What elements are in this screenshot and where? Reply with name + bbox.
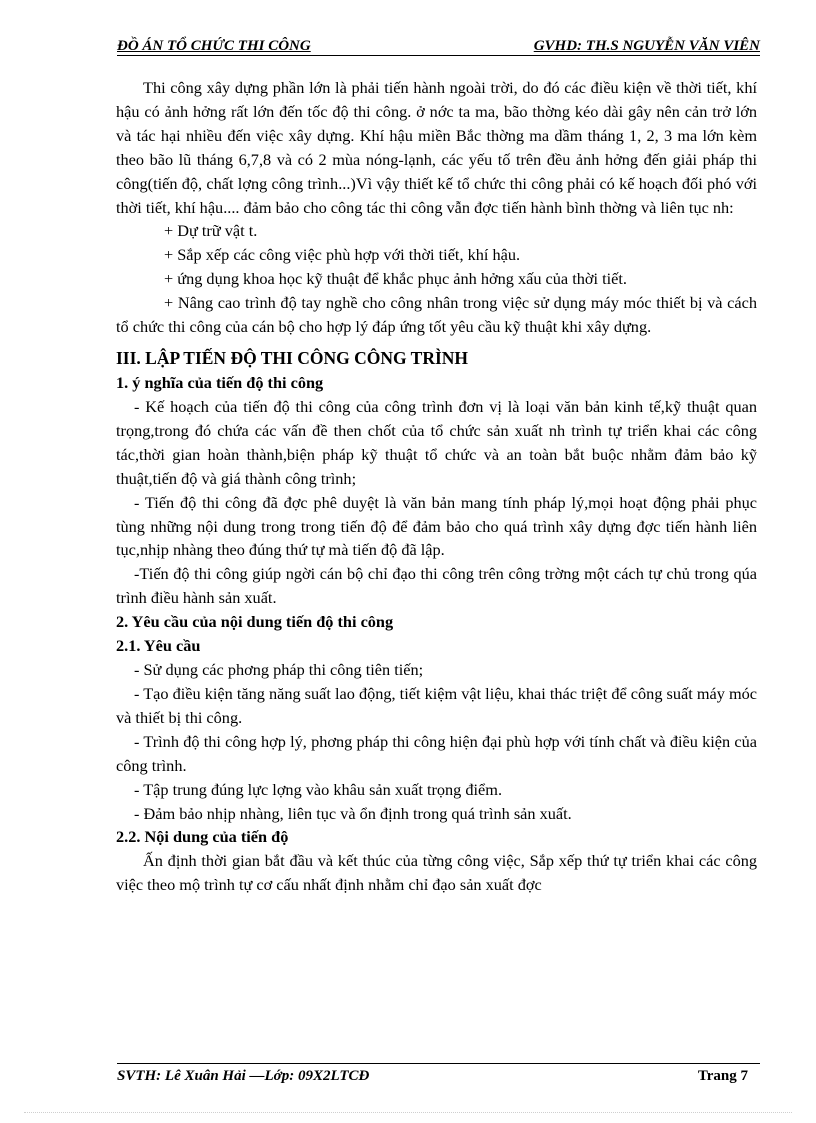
paragraph: -Tiến độ thi công giúp ngời cán bộ chỉ đạo thi công trên công trờng một cách tự chủ trong qúa trình điều hành sản xuất.	[116, 564, 757, 608]
subsection-heading: 1. ý nghĩa của tiến độ thi công	[116, 372, 324, 392]
subsection-heading: 2.1. Yêu cầu	[116, 636, 201, 656]
header-supervisor: GVHD: TH.S NGUYỄN VĂN VIÊN	[533, 38, 760, 54]
paragraph: - Kế hoạch của tiến độ thi công của công trình đơn vị là loại văn bản kinh tế,kỹ thuật quan trọng,trong đó chứa các vấn đề then chốt của tổ chức sản xuất nh trình tự triển khai các công tác,thời gian hoàn thành,biện pháp kỹ thuật tổ chức và an toàn bắt buộc nhằm đảm bảo kỹ thuật,tiến độ và giá thành công trình;	[116, 396, 757, 488]
subsection-heading: 2. Yêu cầu của nội dung tiến độ thi công	[116, 612, 394, 632]
paragraph: - Tiến độ thi công đã đợc phê duyệt là văn bản mang tính pháp lý,mọi hoạt động phải phục tùng những nội dung trong trong tiến độ để đảm bảo cho quá trình xây dựng đợc tiến hành liên tục,nhịp nhàng theo đúng thứ tự mà tiến độ đã lập.	[116, 492, 757, 560]
intro-paragraph: Thi công xây dựng phần lớn là phải tiến hành ngoài trời, do đó các điều kiện về thời tiết, khí hậu có ảnh hởng rất lớn đến tốc độ thi công. ở nớc ta ma, bão thờng kéo dài gây nên cản trở lớn và tác hại nhiều đến việc xây dựng. Khí hậu miền Bắc thờng ma dầm tháng 1, 2, 3 ma lớn kèm theo bão lũ tháng 6,7,8 và có 2 mùa nóng-lạnh, các yếu tố trên đều ảnh hởng đến giải pháp thi công(tiến độ, chất lợng công trình...)Vì vậy thiết kế tổ chức thi công phải có kế hoạch đối phó với thời tiết, khí hậu.... đảm bảo cho công tác thi công vẫn đợc tiến hành bình thờng và liên tục nh:	[116, 78, 757, 217]
bullet-item: + ứng dụng khoa học kỹ thuật để khắc phục ảnh hởng xấu của thời tiết.	[164, 269, 627, 289]
subsection-heading: 2.2. Nội dung của tiến độ	[116, 827, 289, 847]
list-item: - Trình độ thi công hợp lý, phơng pháp thi công hiện đại phù hợp với tính chất và điều kiện của công trình.	[116, 731, 757, 775]
footer-student-info: SVTH: Lê Xuân Hải —Lớp: 09X2LTCĐ	[117, 1068, 370, 1084]
list-item: - Sử dụng các phơng pháp thi công tiên tiến;	[134, 660, 424, 680]
bullet-item: + Sắp xếp các công việc phù hợp với thời tiết, khí hậu.	[164, 245, 521, 265]
bullet-item: + Nâng cao trình độ tay nghề cho công nhân trong việc sử dụng máy móc thiết bị và cách tổ chức thi công của cán bộ cho hợp lý đáp ứng tốt yêu cầu kỹ thuật khi xây dựng.	[116, 293, 757, 337]
page-edge-dotted-line	[24, 1112, 792, 1113]
document-body	[116, 76, 757, 897]
bullet-item: + Dự trữ vật t.	[164, 221, 258, 241]
header-divider	[117, 55, 760, 56]
footer-divider	[117, 1063, 760, 1064]
list-item: - Tập trung đúng lực lợng vào khâu sản xuất trọng điểm.	[134, 779, 503, 799]
page-footer	[117, 1068, 748, 1088]
list-item: - Tạo điều kiện tăng năng suất lao động, tiết kiệm vật liệu, khai thác triệt để công suất máy móc và thiết bị thi công.	[116, 684, 757, 727]
page-number: Trang 7	[697, 1068, 748, 1084]
section-heading: III. LẬP TIẾN ĐỘ THI CÔNG CÔNG TRÌNH	[116, 347, 469, 368]
list-item: - Đảm bảo nhịp nhàng, liên tục và ổn định trong quá trình sản xuất.	[134, 803, 572, 823]
header-course-title: ĐỒ ÁN TỔ CHỨC THI CÔNG	[117, 38, 311, 54]
paragraph: Ấn định thời gian bắt đầu và kết thúc của từng công việc, Sắp xếp thứ tự triển khai các công việc theo mộ trình tự cơ cấu nhất định nhằm chỉ đạo sản xuất đợc	[116, 851, 757, 895]
